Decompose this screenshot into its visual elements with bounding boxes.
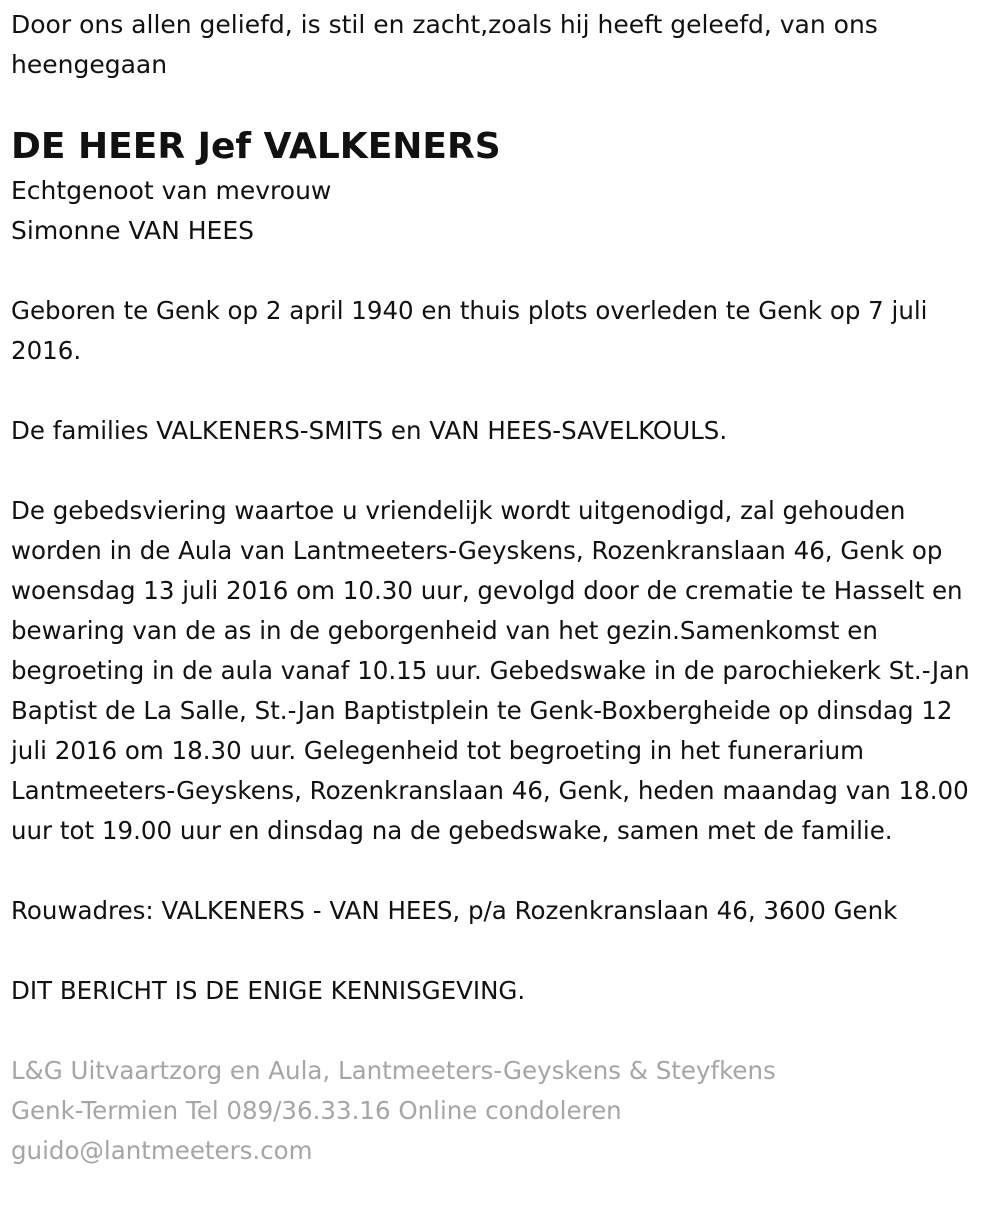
birth-death-text: Geboren te Genk op 2 april 1940 en thuis plots overleden te Genk op 7 juli 2016. [11, 296, 928, 365]
footer-line-2: Genk-Termien Tel 089/36.33.16 Online condoleren [11, 1096, 622, 1125]
spacer [11, 251, 996, 291]
footer-line-1: L&G Uitvaartzorg en Aula, Lantmeeters-Geyskens & Steyfkens [11, 1056, 776, 1085]
spacer [11, 451, 996, 491]
obituary-notice [11, 5, 996, 1171]
families-text: De families VALKENERS-SMITS en VAN HEES-SAVELKOULS. [11, 416, 728, 445]
spouse-line-1: Echtgenoot van mevrouw [11, 176, 332, 205]
spacer [11, 931, 996, 971]
mourning-address: Rouwadres: VALKENERS - VAN HEES, p/a Rozenkranslaan 46, 3600 Genk [11, 896, 898, 925]
notice-text: DIT BERICHT IS DE ENIGE KENNISGEVING. [11, 976, 526, 1005]
ceremony-text: De gebedsviering waartoe u vriendelijk wordt uitgenodigd, zal gehouden worden in de Aula van Lantmeeters-Geyskens, Rozenkranslaan 46, Genk op woensdag 13 juli 2016 om 10.30 uur, gevolgd door de crematie te Hasselt en bewaring van de as in de geborgenheid van het gezin.Samenkomst en begroeting in de aula vanaf 10.15 uur. Gebedswake in de parochiekerk St.-Jan Baptist de La Salle, St.-Jan Baptistplein te Genk-Boxbergheide op dinsdag 12 juli 2016 om 18.30 uur. Gelegenheid tot begroeting in het funerarium Lantmeeters-Geyskens, Rozenkranslaan 46, Genk, heden maandag van 18.00 uur tot 19.00 uur en dinsdag na de gebedswake, samen met de familie. [11, 496, 970, 845]
deceased-name: DE HEER Jef VALKENERS [11, 126, 501, 167]
funeral-home-footer [11, 1051, 996, 1171]
footer-email: guido@lantmeeters.com [11, 1136, 313, 1165]
spacer [11, 851, 996, 891]
spouse-line-2: Simonne VAN HEES [11, 216, 254, 245]
spacer [11, 1011, 996, 1051]
intro-text: Door ons allen geliefd, is stil en zacht,zoals hij heeft geleefd, van ons heengegaan [11, 10, 878, 79]
spacer [11, 371, 996, 411]
